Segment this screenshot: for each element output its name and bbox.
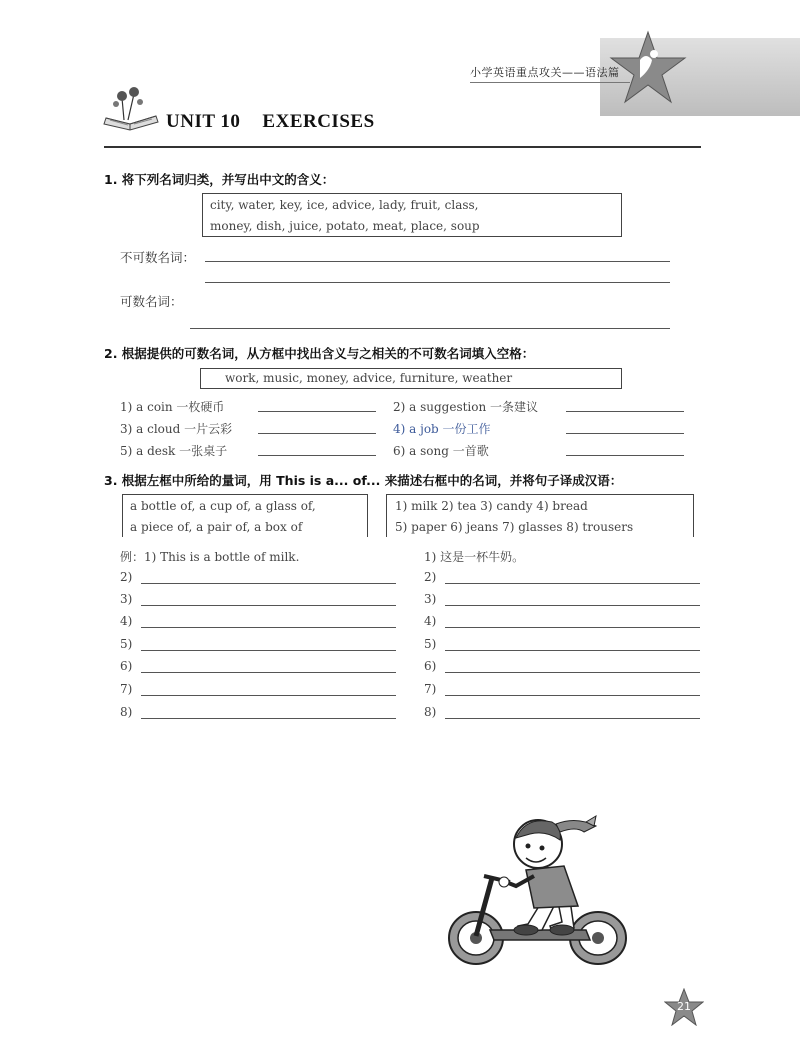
- line-number: 8): [424, 705, 437, 719]
- line-number: 5): [424, 637, 437, 651]
- example-chinese: 1) 这是一杯牛奶。: [424, 550, 525, 564]
- q3-right-row2: 5) paper 6) jeans 7) glasses 8) trousers: [395, 520, 634, 534]
- line-number: 6): [120, 659, 133, 673]
- q3-right-row1: 1) milk 2) tea 3) candy 4) bread: [395, 499, 588, 513]
- q3-left-row1: a bottle of, a cup of, a glass of,: [130, 499, 316, 513]
- title-rule: [104, 146, 701, 148]
- unit-label: UNIT 10: [166, 111, 241, 132]
- q2-words: work, music, money, advice, furniture, weather: [225, 371, 513, 385]
- chinese-answer-line[interactable]: [445, 672, 700, 673]
- q3-instruction: 3. 根据左框中所给的量词，用 This is a... of... 来描述右框中的名词，并将句子译成汉语：: [104, 473, 623, 488]
- english-answer-line[interactable]: [141, 718, 396, 719]
- q2-item: 6) a song 一首歌: [393, 444, 489, 458]
- english-answer-line[interactable]: [141, 695, 396, 696]
- line-number: 2): [424, 570, 437, 584]
- q2-instruction: 2. 根据提供的可数名词，从方框中找出含义与之相关的不可数名词填入空格：: [104, 346, 535, 361]
- line-number: 4): [120, 614, 133, 628]
- english-answer-line[interactable]: [141, 650, 396, 651]
- line-number: 7): [120, 682, 133, 696]
- line-number: 3): [424, 592, 437, 606]
- english-answer-line[interactable]: [141, 627, 396, 628]
- line-number: 4): [424, 614, 437, 628]
- q1-words-row2: money, dish, juice, potato, meat, place, soup: [210, 219, 480, 233]
- girl-on-scooter-illustration: [446, 812, 630, 974]
- line-number: 3): [120, 592, 133, 606]
- unit-heading: EXERCISES: [262, 111, 375, 132]
- uncountable-line-2[interactable]: [205, 282, 670, 283]
- chinese-answer-line[interactable]: [445, 695, 700, 696]
- countable-label: 可数名词：: [120, 294, 183, 309]
- line-number: 6): [424, 659, 437, 673]
- q3-left-row2: a piece of, a pair of, a box of: [130, 520, 303, 534]
- chinese-answer-line[interactable]: [445, 605, 700, 606]
- chinese-answer-line[interactable]: [445, 718, 700, 719]
- q2-answer-line[interactable]: [258, 433, 376, 434]
- q2-answer-line[interactable]: [258, 455, 376, 456]
- chinese-answer-line[interactable]: [445, 650, 700, 651]
- q3-right-box: [386, 494, 694, 537]
- q2-item: 4) a job 一份工作: [393, 422, 491, 436]
- q2-item: 5) a desk 一张桌子: [120, 444, 228, 458]
- q2-answer-line[interactable]: [566, 411, 684, 412]
- chinese-answer-line[interactable]: [445, 583, 700, 584]
- example-english: 例：1) This is a bottle of milk.: [120, 550, 300, 564]
- countable-line[interactable]: [190, 328, 670, 329]
- q1-word-box: [202, 193, 622, 237]
- header-rule: [470, 82, 630, 83]
- book-flower-icon: [100, 84, 164, 136]
- line-number: 7): [424, 682, 437, 696]
- unit-title: [166, 111, 375, 133]
- star-icon: [608, 30, 688, 106]
- series-title: 小学英语重点攻关——语法篇: [470, 66, 620, 79]
- q2-item: 3) a cloud 一片云彩: [120, 422, 233, 436]
- q3-left-box: [122, 494, 368, 537]
- q2-answer-line[interactable]: [566, 433, 684, 434]
- q2-answer-line[interactable]: [566, 455, 684, 456]
- q2-answer-line[interactable]: [258, 411, 376, 412]
- line-number: 2): [120, 570, 133, 584]
- q2-item: 2) a suggestion 一条建议: [393, 400, 539, 414]
- uncountable-line-1[interactable]: [205, 261, 670, 262]
- q1-instruction: 1. 将下列名词归类，并写出中文的含义：: [104, 172, 335, 187]
- q1-words-row1: city, water, key, ice, advice, lady, fruit, class,: [210, 198, 479, 212]
- english-answer-line[interactable]: [141, 583, 396, 584]
- chinese-answer-line[interactable]: [445, 627, 700, 628]
- line-number: 8): [120, 705, 133, 719]
- english-answer-line[interactable]: [141, 605, 396, 606]
- q2-word-box: [200, 368, 622, 389]
- page-number: 21: [677, 1000, 691, 1013]
- uncountable-label: 不可数名词：: [120, 250, 196, 265]
- english-answer-line[interactable]: [141, 672, 396, 673]
- q2-item: 1) a coin 一枚硬币: [120, 400, 225, 414]
- line-number: 5): [120, 637, 133, 651]
